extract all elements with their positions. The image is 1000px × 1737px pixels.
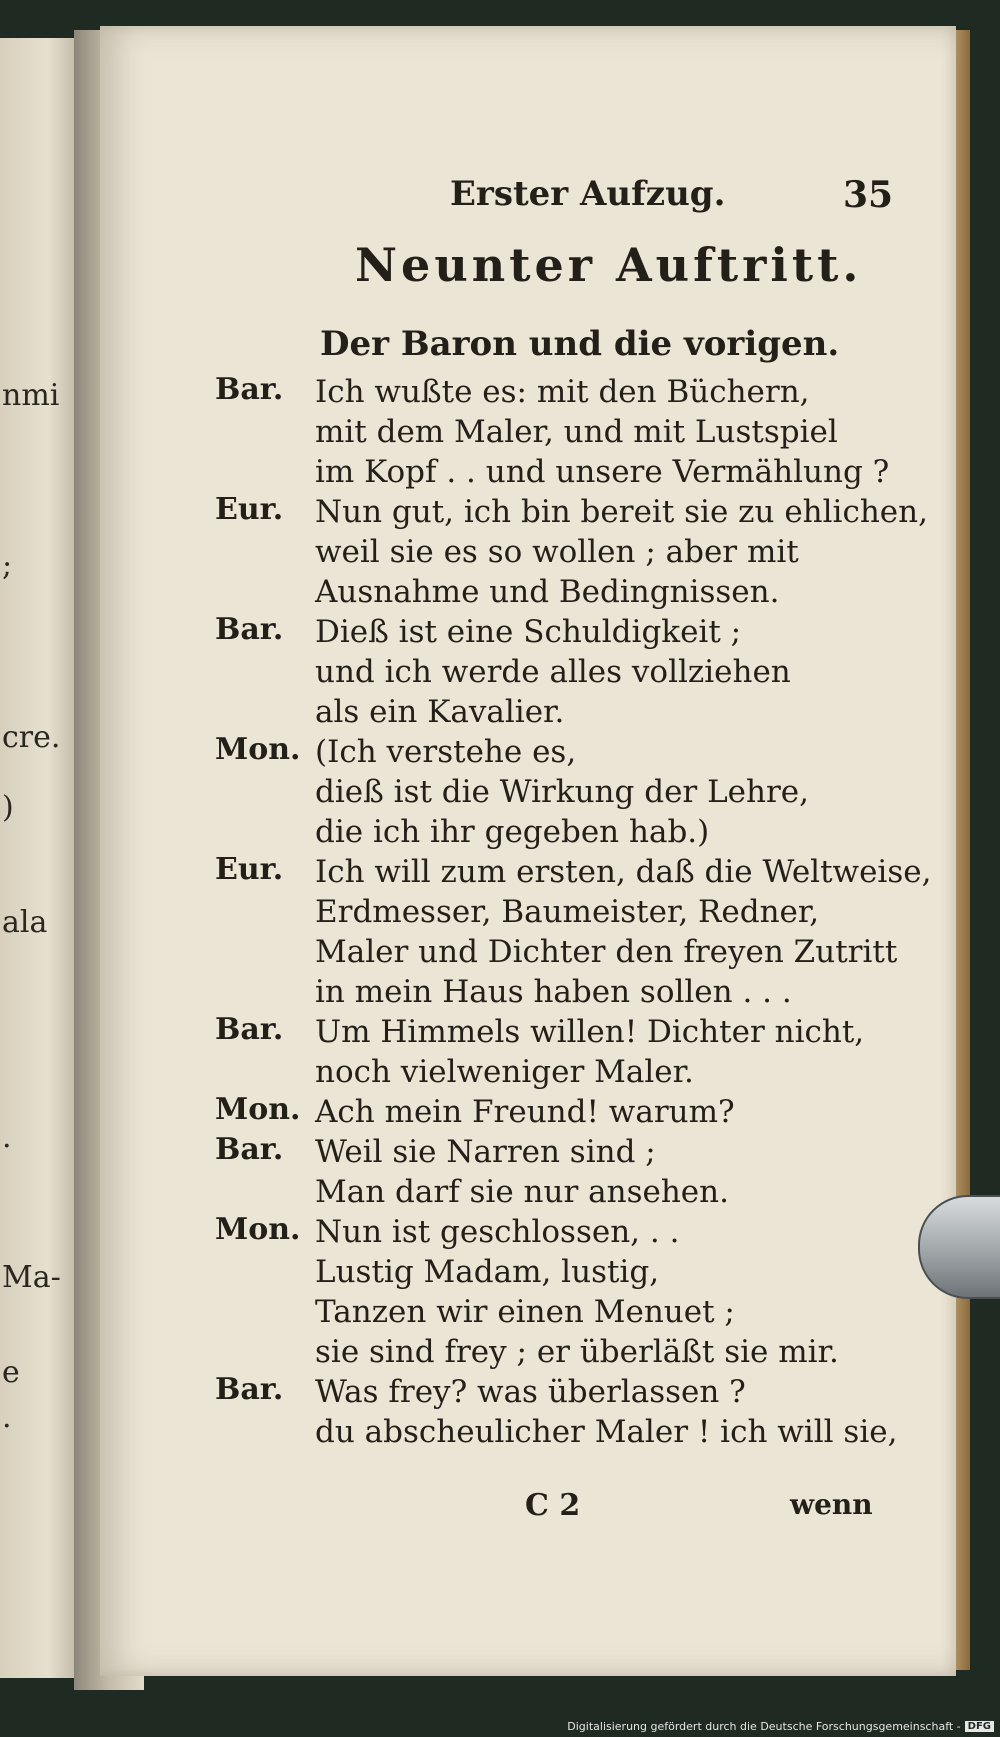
verse-line: Ich wußte es: mit den Büchern, [315, 374, 810, 410]
speaker-name: Mon. [215, 732, 301, 767]
verse-line: Ausnahme und Bedingnissen. [315, 574, 780, 610]
speech [215, 1372, 935, 1452]
verse-line: die ich ihr gegeben hab.) [315, 814, 710, 850]
footer-credit [567, 1720, 994, 1733]
left-page-fragment: . [2, 1400, 12, 1435]
verse-line: dieß ist die Wirkung der Lehre, [315, 774, 810, 810]
speaker-name: Mon. [215, 1212, 301, 1247]
footer-text: Digitalisierung gefördert durch die Deutsche Forschungsgemeinschaft - [567, 1720, 961, 1733]
dfg-logo: DFG [965, 1721, 994, 1732]
speech [215, 612, 935, 732]
left-page-fragment: e [2, 1355, 20, 1390]
verse-line: Dieß ist eine Schuldigkeit ; [315, 614, 742, 650]
left-page-fragment: ; [2, 548, 13, 583]
speech [215, 1092, 935, 1132]
left-page-fragment: cre. [2, 720, 61, 755]
verse-line: Weil sie Narren sind ; [315, 1134, 656, 1170]
verse-line: sie sind frey ; er überläßt sie mir. [315, 1334, 839, 1370]
speaker-name: Bar. [215, 372, 284, 407]
verse-line: noch vielweniger Maler. [315, 1054, 694, 1090]
speech [215, 1012, 935, 1092]
speaker-name: Bar. [215, 1012, 284, 1047]
page-content [100, 26, 956, 1676]
verse-line: Nun gut, ich bin bereit sie zu ehlichen, [315, 494, 928, 530]
left-page-edge [0, 38, 80, 1678]
verse-line: als ein Kavalier. [315, 694, 565, 730]
running-head: Erster Aufzug. [450, 174, 726, 214]
verse-line: Man darf sie nur ansehen. [315, 1174, 729, 1210]
verse-line: und ich werde alles vollziehen [315, 654, 791, 690]
speaker-name: Mon. [215, 1092, 301, 1127]
speaker-name: Eur. [215, 492, 284, 527]
verse-line: Erdmesser, Baumeister, Redner, [315, 894, 820, 930]
verse-line: im Kopf . . und unsere Vermählung ? [315, 454, 890, 490]
signature-mark: C 2 [525, 1488, 581, 1523]
left-page-fragment: Ma- [2, 1260, 61, 1295]
speech [215, 492, 935, 612]
scene-title: Neunter Auftritt. [355, 238, 863, 292]
left-page-fragment: . [2, 1120, 12, 1155]
verse-line: in mein Haus haben sollen . . . [315, 974, 792, 1010]
speech [215, 852, 935, 1012]
speech [215, 1132, 935, 1212]
verse-line: Ach mein Freund! warum? [315, 1094, 735, 1130]
speaker-name: Bar. [215, 1132, 284, 1167]
verse-line: mit dem Maler, und mit Lustspiel [315, 414, 838, 450]
speech [215, 372, 935, 492]
book-page [100, 26, 956, 1676]
verse-line: Ich will zum ersten, daß die Weltweise, [315, 854, 932, 890]
verse-line: Tanzen wir einen Menuet ; [315, 1294, 735, 1330]
left-page-fragment: nmi [2, 378, 60, 413]
verse-line: Was frey? was überlassen ? [315, 1374, 746, 1410]
verse-line: Nun ist geschlossen, . . [315, 1214, 680, 1250]
verse-line: Maler und Dichter den freyen Zutritt [315, 934, 898, 970]
verse-line: Lustig Madam, lustig, [315, 1254, 660, 1290]
page-number: 35 [843, 174, 894, 216]
scene-cast: Der Baron und die vorigen. [320, 324, 840, 364]
verse-line: Um Himmels willen! Dichter nicht, [315, 1014, 865, 1050]
left-page-fragment: ala [2, 905, 48, 940]
verse-line: weil sie es so wollen ; aber mit [315, 534, 799, 570]
speech [215, 732, 935, 852]
verse-line: (Ich verstehe es, [315, 734, 577, 770]
verse-line: du abscheulicher Maler ! ich will sie, [315, 1414, 898, 1450]
catchword: wenn [790, 1488, 873, 1521]
speaker-name: Bar. [215, 612, 284, 647]
speech [215, 1212, 935, 1372]
speaker-name: Eur. [215, 852, 284, 887]
speaker-name: Bar. [215, 1372, 284, 1407]
left-page-fragment: ) [2, 790, 14, 825]
